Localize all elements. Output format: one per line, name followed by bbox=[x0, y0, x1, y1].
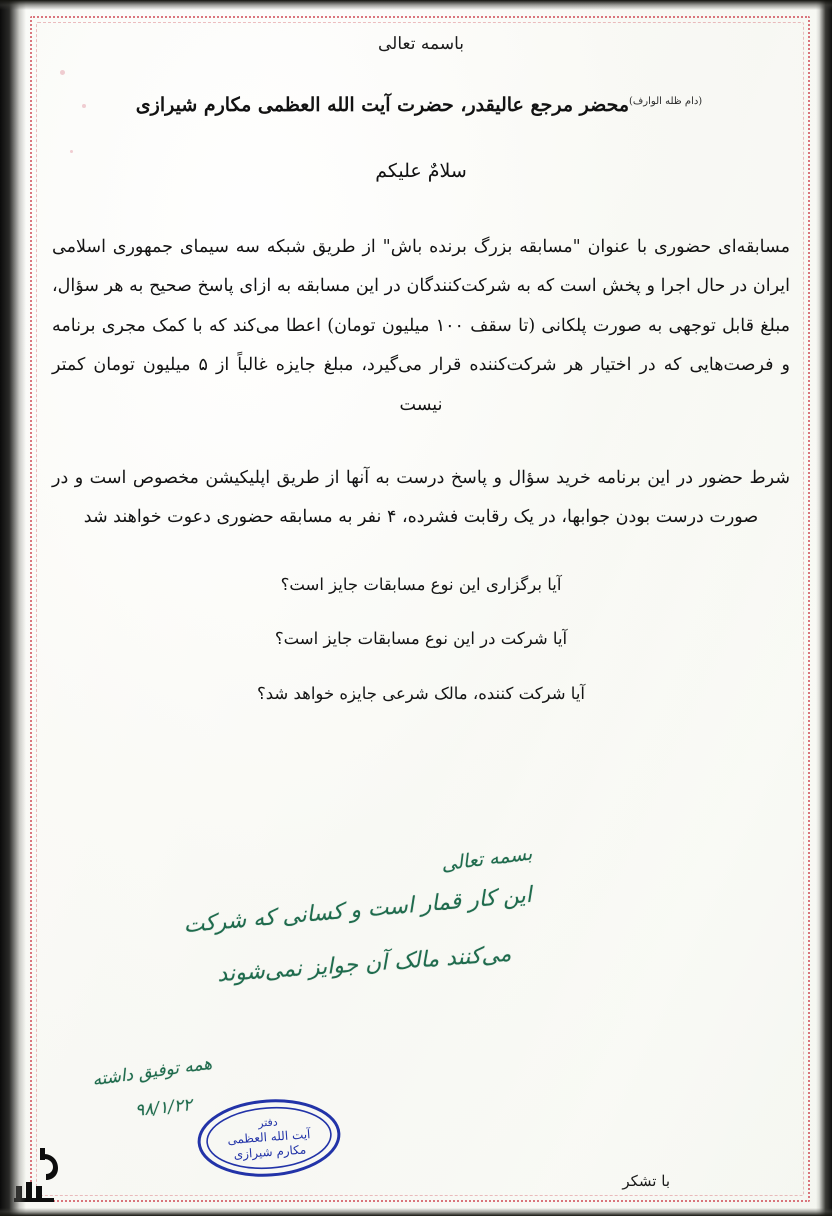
scan-edge-top bbox=[0, 0, 832, 10]
question-1: آیا برگزاری این نوع مسابقات جایز است؟ bbox=[280, 574, 562, 594]
spacer-2 bbox=[52, 657, 790, 677]
stamp-line-1: دفتر bbox=[257, 1115, 279, 1130]
paragraph-1: مسابقه‌ای حضوری با عنوان "مسابقه بزرگ برنده باش" از طریق شبکه سه سیمای جمهوری اسلامی ایران در حال اجرا و پخش است که به شرکت‌کنندگان در این مسابقه به ازای پاسخ صحیح به هر سؤال، مبلغ قابل توجهی به صورت پلکانی (تا سقف ۱۰۰ میلیون تومان) اعطا می‌کند که با کمک مجری برنامه و فرصت‌هایی که در اختیار هر شرکت‌کننده قرار می‌گیرد، مبلغ جایزه غالباً از ۵ میلیون تومان کمتر نیست bbox=[52, 237, 790, 415]
handwritten-answer-line-1: این کار قمار است و کسانی که شرکت bbox=[182, 882, 533, 939]
question-3: آیا شرکت کننده، مالک شرعی جایزه خواهد شد؟ bbox=[256, 683, 586, 703]
paragraph-2: شرط حضور در این برنامه خرید سؤال و پاسخ درست به آنها از طریق اپلیکیشن مخصوص است و در صورت درست بودن جوابها، در یک رقابت فشرده، ۴ نفر به مسابقه حضوری دعوت خواهند شد bbox=[52, 467, 790, 528]
letter-body bbox=[52, 34, 790, 1196]
handwritten-signature: همه توفیق داشته bbox=[90, 1053, 213, 1091]
scan-edge-right bbox=[816, 0, 832, 1216]
spacer-1 bbox=[52, 602, 790, 622]
addressee-line bbox=[52, 94, 790, 116]
questions-list bbox=[52, 568, 790, 712]
closing-line: با تشکر bbox=[622, 1172, 670, 1190]
addressee-honorific: (دام ظله الوارف) bbox=[629, 95, 703, 107]
office-stamp bbox=[193, 1093, 344, 1183]
stamp-line-3: مکارم شیرازی bbox=[233, 1142, 307, 1162]
handwritten-answer-line-2: می‌کنند مالک آن جوایز نمی‌شوند bbox=[216, 941, 513, 988]
handwritten-date: ۹۸/۱/۲۲ bbox=[134, 1095, 193, 1121]
question-2: آیا شرکت در این نوع مسابقات جایز است؟ bbox=[274, 629, 568, 649]
addressee-text: محضر مرجع عالیقدر، حضرت آیت الله العظمی مکارم شیرازی bbox=[135, 94, 630, 116]
handwritten-basmala: بسمه تعالی bbox=[439, 842, 534, 876]
greeting-line: سلامٌ علیکم bbox=[375, 160, 467, 182]
scan-edge-left bbox=[0, 0, 26, 1216]
stamp-line-2: آیت الله العظمی bbox=[227, 1127, 311, 1147]
basmala-heading: باسمه تعالی bbox=[378, 34, 464, 54]
scan-edge-bottom bbox=[0, 1208, 832, 1216]
